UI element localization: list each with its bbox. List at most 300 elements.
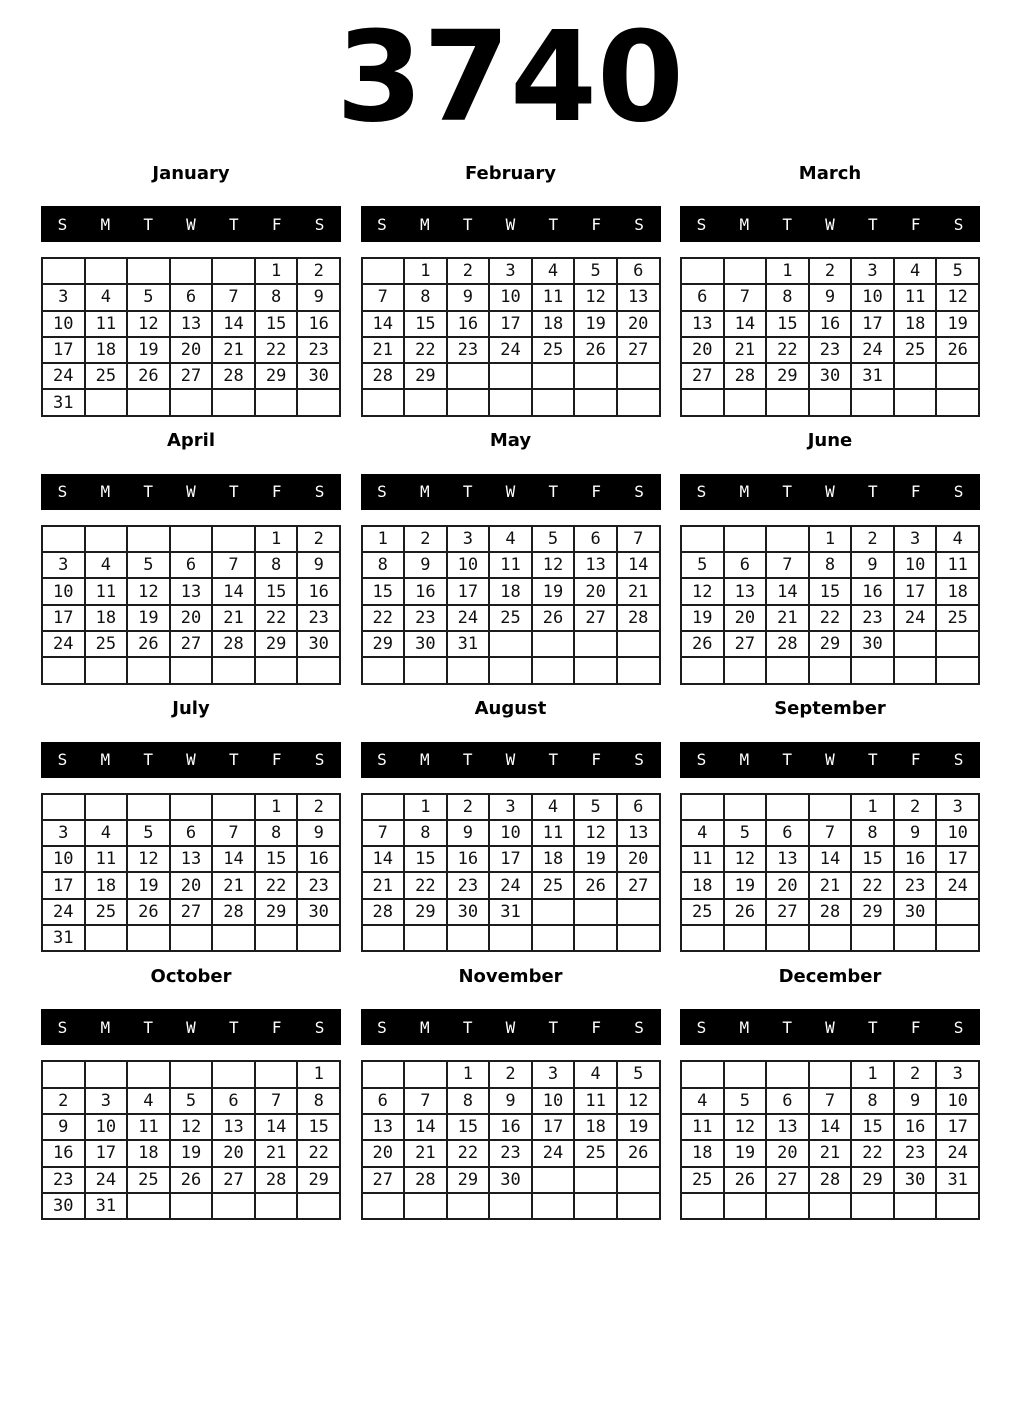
day-cell: 12 xyxy=(617,1088,660,1114)
weekday-label: M xyxy=(419,750,430,770)
month-name: July xyxy=(172,698,210,720)
weekday-label: S xyxy=(57,750,68,770)
day-cell: 24 xyxy=(532,1140,575,1166)
day-cell: 14 xyxy=(809,846,852,872)
day-cell: 4 xyxy=(532,794,575,820)
weekday-label: W xyxy=(505,750,516,770)
weekday-header xyxy=(41,474,341,510)
day-cell: 7 xyxy=(255,1088,298,1114)
day-cell xyxy=(255,657,298,683)
day-cell xyxy=(362,794,405,820)
weekday-label: T xyxy=(462,482,473,502)
day-cell: 21 xyxy=(362,872,405,898)
day-cell: 31 xyxy=(851,363,894,389)
day-cell: 26 xyxy=(532,605,575,631)
day-cell: 9 xyxy=(297,552,340,578)
day-cell: 9 xyxy=(447,284,490,310)
day-cell: 15 xyxy=(255,311,298,337)
month-block xyxy=(680,690,980,953)
month-days-table xyxy=(361,1060,661,1220)
day-cell: 20 xyxy=(766,1140,809,1166)
day-cell: 12 xyxy=(936,284,979,310)
day-cell xyxy=(766,1061,809,1087)
day-cell xyxy=(766,925,809,951)
day-cell xyxy=(809,794,852,820)
day-cell: 3 xyxy=(42,284,85,310)
day-cell: 17 xyxy=(489,311,532,337)
weekday-label: T xyxy=(462,214,473,234)
day-cell xyxy=(532,899,575,925)
month-name: June xyxy=(807,430,853,452)
day-cell xyxy=(574,899,617,925)
day-cell: 1 xyxy=(809,526,852,552)
day-cell xyxy=(724,794,767,820)
weekday-header xyxy=(361,1009,661,1045)
day-cell xyxy=(894,363,937,389)
day-cell: 27 xyxy=(617,872,660,898)
weekday-label: T xyxy=(143,750,153,770)
day-cell: 4 xyxy=(127,1088,170,1114)
day-cell: 3 xyxy=(489,258,532,284)
day-cell: 12 xyxy=(574,820,617,846)
day-cell: 22 xyxy=(766,337,809,363)
day-cell: 7 xyxy=(809,1088,852,1114)
day-cell: 30 xyxy=(42,1193,85,1219)
weekday-label: S xyxy=(696,1017,707,1037)
weekday-label: F xyxy=(591,214,602,234)
day-cell: 31 xyxy=(42,925,85,951)
day-cell: 14 xyxy=(724,311,767,337)
day-cell: 16 xyxy=(297,578,340,604)
day-cell: 7 xyxy=(212,820,255,846)
weekday-label: S xyxy=(953,482,964,502)
day-cell: 10 xyxy=(447,552,490,578)
day-cell xyxy=(255,389,298,415)
day-cell xyxy=(489,631,532,657)
day-cell: 6 xyxy=(170,820,213,846)
weekday-header xyxy=(41,1009,341,1045)
day-cell: 7 xyxy=(724,284,767,310)
day-cell xyxy=(766,1193,809,1219)
day-cell xyxy=(617,363,660,389)
month-days-table xyxy=(41,1060,341,1220)
day-cell: 6 xyxy=(170,552,213,578)
day-cell: 18 xyxy=(681,872,724,898)
day-cell xyxy=(809,1193,852,1219)
day-cell: 21 xyxy=(255,1140,298,1166)
weekday-label: S xyxy=(696,214,707,234)
day-cell xyxy=(362,389,405,415)
day-cell: 13 xyxy=(170,311,213,337)
day-cell xyxy=(532,389,575,415)
day-cell xyxy=(936,899,979,925)
day-cell: 18 xyxy=(574,1114,617,1140)
day-cell: 16 xyxy=(447,846,490,872)
day-cell: 20 xyxy=(362,1140,405,1166)
day-cell: 13 xyxy=(574,552,617,578)
day-cell xyxy=(617,631,660,657)
day-cell: 30 xyxy=(447,899,490,925)
weekday-label: T xyxy=(548,750,559,770)
day-cell: 12 xyxy=(724,846,767,872)
day-cell: 14 xyxy=(404,1114,447,1140)
day-cell: 13 xyxy=(212,1114,255,1140)
day-cell: 8 xyxy=(851,1088,894,1114)
day-cell xyxy=(170,1193,213,1219)
month-block xyxy=(41,422,341,685)
month-name: October xyxy=(150,965,232,987)
day-cell: 5 xyxy=(617,1061,660,1087)
weekday-label: M xyxy=(419,1017,430,1037)
day-cell xyxy=(851,657,894,683)
day-cell: 17 xyxy=(532,1114,575,1140)
day-cell xyxy=(170,389,213,415)
day-cell: 23 xyxy=(851,605,894,631)
day-cell: 19 xyxy=(574,311,617,337)
day-cell: 30 xyxy=(404,631,447,657)
day-cell xyxy=(489,389,532,415)
day-cell: 14 xyxy=(809,1114,852,1140)
weekday-label: T xyxy=(229,214,239,234)
day-cell: 24 xyxy=(894,605,937,631)
day-cell: 28 xyxy=(212,363,255,389)
weekday-label: W xyxy=(186,482,196,502)
day-cell: 5 xyxy=(681,552,724,578)
day-cell: 3 xyxy=(532,1061,575,1087)
weekday-label: W xyxy=(825,750,835,770)
day-cell: 9 xyxy=(894,1088,937,1114)
day-cell: 29 xyxy=(766,363,809,389)
day-cell: 21 xyxy=(212,872,255,898)
day-cell xyxy=(212,389,255,415)
day-cell xyxy=(766,657,809,683)
day-cell: 25 xyxy=(574,1140,617,1166)
month-block xyxy=(41,154,341,417)
day-cell: 5 xyxy=(127,820,170,846)
day-cell xyxy=(447,925,490,951)
day-cell: 9 xyxy=(297,284,340,310)
day-cell: 4 xyxy=(681,1088,724,1114)
day-cell xyxy=(42,526,85,552)
day-cell: 10 xyxy=(489,820,532,846)
day-cell: 2 xyxy=(297,526,340,552)
day-cell: 29 xyxy=(404,363,447,389)
day-cell: 5 xyxy=(532,526,575,552)
month-days-table xyxy=(361,793,661,953)
day-cell: 12 xyxy=(127,311,170,337)
weekday-label: S xyxy=(377,482,387,502)
day-cell: 19 xyxy=(127,872,170,898)
day-cell: 15 xyxy=(809,578,852,604)
weekday-label: T xyxy=(548,482,559,502)
day-cell xyxy=(681,526,724,552)
day-cell xyxy=(362,1061,405,1087)
month-days-table xyxy=(680,793,980,953)
weekday-header xyxy=(680,474,980,510)
day-cell xyxy=(85,1061,128,1087)
day-cell: 26 xyxy=(724,899,767,925)
day-cell xyxy=(212,925,255,951)
day-cell xyxy=(851,1193,894,1219)
day-cell: 9 xyxy=(404,552,447,578)
day-cell xyxy=(574,1167,617,1193)
day-cell: 1 xyxy=(766,258,809,284)
day-cell: 26 xyxy=(127,631,170,657)
day-cell: 26 xyxy=(681,631,724,657)
day-cell: 2 xyxy=(894,794,937,820)
day-cell: 27 xyxy=(766,1167,809,1193)
day-cell: 6 xyxy=(617,258,660,284)
month-days-table xyxy=(680,525,980,685)
month-block xyxy=(361,690,661,953)
weekday-label: F xyxy=(910,1017,921,1037)
day-cell xyxy=(574,389,617,415)
day-cell: 12 xyxy=(127,578,170,604)
day-cell: 9 xyxy=(489,1088,532,1114)
day-cell: 27 xyxy=(724,631,767,657)
day-cell: 1 xyxy=(404,794,447,820)
day-cell: 21 xyxy=(766,605,809,631)
weekday-label: T xyxy=(548,214,559,234)
weekday-label: M xyxy=(739,214,750,234)
day-cell: 2 xyxy=(447,258,490,284)
day-cell: 8 xyxy=(255,284,298,310)
day-cell: 26 xyxy=(127,363,170,389)
day-cell: 25 xyxy=(532,337,575,363)
day-cell: 11 xyxy=(532,820,575,846)
day-cell: 15 xyxy=(404,846,447,872)
day-cell: 14 xyxy=(617,552,660,578)
day-cell: 16 xyxy=(851,578,894,604)
day-cell xyxy=(489,925,532,951)
day-cell: 22 xyxy=(362,605,405,631)
month-name: April xyxy=(166,430,216,452)
day-cell xyxy=(894,925,937,951)
day-cell: 19 xyxy=(127,605,170,631)
day-cell: 22 xyxy=(255,337,298,363)
day-cell xyxy=(85,389,128,415)
day-cell: 30 xyxy=(851,631,894,657)
day-cell xyxy=(212,657,255,683)
day-cell: 19 xyxy=(127,337,170,363)
day-cell: 26 xyxy=(170,1167,213,1193)
weekday-label: M xyxy=(739,1017,750,1037)
day-cell: 4 xyxy=(85,284,128,310)
day-cell: 20 xyxy=(170,337,213,363)
weekday-label: F xyxy=(271,750,282,770)
day-cell xyxy=(617,899,660,925)
day-cell: 29 xyxy=(447,1167,490,1193)
day-cell xyxy=(127,1193,170,1219)
day-cell xyxy=(42,1061,85,1087)
month-days-table xyxy=(41,257,341,417)
day-cell: 13 xyxy=(766,1114,809,1140)
day-cell: 23 xyxy=(42,1167,85,1193)
day-cell: 23 xyxy=(297,872,340,898)
day-cell: 27 xyxy=(212,1167,255,1193)
weekday-label: T xyxy=(548,1017,559,1037)
day-cell: 29 xyxy=(809,631,852,657)
day-cell: 26 xyxy=(724,1167,767,1193)
day-cell: 11 xyxy=(936,552,979,578)
day-cell xyxy=(127,389,170,415)
day-cell xyxy=(85,258,128,284)
day-cell xyxy=(532,1193,575,1219)
day-cell: 12 xyxy=(681,578,724,604)
day-cell: 29 xyxy=(255,363,298,389)
day-cell: 15 xyxy=(297,1114,340,1140)
day-cell xyxy=(724,925,767,951)
day-cell: 8 xyxy=(404,820,447,846)
day-cell: 1 xyxy=(297,1061,340,1087)
day-cell: 18 xyxy=(936,578,979,604)
day-cell xyxy=(255,925,298,951)
day-cell: 21 xyxy=(362,337,405,363)
day-cell: 20 xyxy=(574,578,617,604)
day-cell: 29 xyxy=(255,899,298,925)
day-cell: 11 xyxy=(85,846,128,872)
day-cell xyxy=(85,794,128,820)
day-cell: 21 xyxy=(404,1140,447,1166)
day-cell xyxy=(681,657,724,683)
day-cell: 20 xyxy=(617,311,660,337)
day-cell: 8 xyxy=(447,1088,490,1114)
day-cell xyxy=(851,389,894,415)
day-cell xyxy=(42,258,85,284)
day-cell: 7 xyxy=(766,552,809,578)
day-cell: 30 xyxy=(894,1167,937,1193)
day-cell: 22 xyxy=(809,605,852,631)
day-cell: 11 xyxy=(574,1088,617,1114)
day-cell: 6 xyxy=(724,552,767,578)
day-cell: 19 xyxy=(681,605,724,631)
weekday-header xyxy=(680,1009,980,1045)
day-cell: 2 xyxy=(447,794,490,820)
day-cell xyxy=(574,925,617,951)
day-cell: 11 xyxy=(894,284,937,310)
day-cell: 18 xyxy=(127,1140,170,1166)
day-cell: 16 xyxy=(809,311,852,337)
day-cell xyxy=(809,925,852,951)
day-cell: 18 xyxy=(681,1140,724,1166)
day-cell: 14 xyxy=(212,311,255,337)
day-cell: 3 xyxy=(42,552,85,578)
weekday-header xyxy=(361,742,661,778)
day-cell: 7 xyxy=(617,526,660,552)
day-cell: 12 xyxy=(574,284,617,310)
weekday-label: T xyxy=(462,1017,473,1037)
day-cell xyxy=(681,1061,724,1087)
day-cell: 27 xyxy=(170,363,213,389)
day-cell: 28 xyxy=(809,1167,852,1193)
day-cell: 13 xyxy=(681,311,724,337)
day-cell xyxy=(894,631,937,657)
day-cell: 12 xyxy=(532,552,575,578)
day-cell: 9 xyxy=(297,820,340,846)
day-cell xyxy=(362,925,405,951)
weekday-label: W xyxy=(505,482,516,502)
day-cell: 1 xyxy=(255,258,298,284)
day-cell: 8 xyxy=(809,552,852,578)
day-cell: 4 xyxy=(574,1061,617,1087)
day-cell: 23 xyxy=(489,1140,532,1166)
day-cell xyxy=(127,258,170,284)
day-cell xyxy=(85,657,128,683)
day-cell: 15 xyxy=(362,578,405,604)
day-cell xyxy=(681,925,724,951)
day-cell: 14 xyxy=(362,311,405,337)
day-cell xyxy=(297,925,340,951)
month-name: January xyxy=(152,162,230,184)
day-cell: 25 xyxy=(85,363,128,389)
weekday-header xyxy=(680,742,980,778)
day-cell: 18 xyxy=(85,872,128,898)
weekday-label: F xyxy=(591,482,602,502)
day-cell xyxy=(489,1193,532,1219)
day-cell: 19 xyxy=(532,578,575,604)
weekday-label: M xyxy=(739,482,750,502)
day-cell: 28 xyxy=(404,1167,447,1193)
day-cell xyxy=(85,925,128,951)
day-cell: 15 xyxy=(255,578,298,604)
day-cell: 2 xyxy=(809,258,852,284)
day-cell xyxy=(127,657,170,683)
day-cell: 28 xyxy=(212,899,255,925)
day-cell: 24 xyxy=(489,872,532,898)
weekday-label: S xyxy=(634,1017,644,1037)
day-cell: 17 xyxy=(447,578,490,604)
day-cell: 8 xyxy=(255,820,298,846)
day-cell: 13 xyxy=(170,846,213,872)
day-cell: 12 xyxy=(127,846,170,872)
weekday-label: W xyxy=(825,482,835,502)
day-cell: 6 xyxy=(362,1088,405,1114)
month-name: September xyxy=(774,698,886,720)
day-cell xyxy=(255,1061,298,1087)
day-cell: 3 xyxy=(42,820,85,846)
day-cell xyxy=(936,657,979,683)
day-cell: 19 xyxy=(724,872,767,898)
day-cell: 24 xyxy=(447,605,490,631)
day-cell: 10 xyxy=(532,1088,575,1114)
day-cell: 11 xyxy=(532,284,575,310)
day-cell xyxy=(212,1193,255,1219)
day-cell xyxy=(617,1167,660,1193)
weekday-label: W xyxy=(825,1017,835,1037)
month-block xyxy=(361,154,661,417)
day-cell xyxy=(85,526,128,552)
day-cell: 28 xyxy=(724,363,767,389)
day-cell xyxy=(809,389,852,415)
day-cell: 22 xyxy=(297,1140,340,1166)
day-cell: 30 xyxy=(489,1167,532,1193)
day-cell: 5 xyxy=(724,820,767,846)
day-cell: 25 xyxy=(489,605,532,631)
day-cell xyxy=(574,657,617,683)
month-name: August xyxy=(474,698,547,720)
day-cell: 25 xyxy=(894,337,937,363)
weekday-label: S xyxy=(57,214,68,234)
day-cell: 21 xyxy=(724,337,767,363)
day-cell: 18 xyxy=(85,337,128,363)
day-cell xyxy=(894,1193,937,1219)
day-cell: 15 xyxy=(447,1114,490,1140)
weekday-header xyxy=(361,474,661,510)
day-cell xyxy=(404,389,447,415)
day-cell: 22 xyxy=(447,1140,490,1166)
month-days-table xyxy=(680,1060,980,1220)
day-cell: 4 xyxy=(894,258,937,284)
